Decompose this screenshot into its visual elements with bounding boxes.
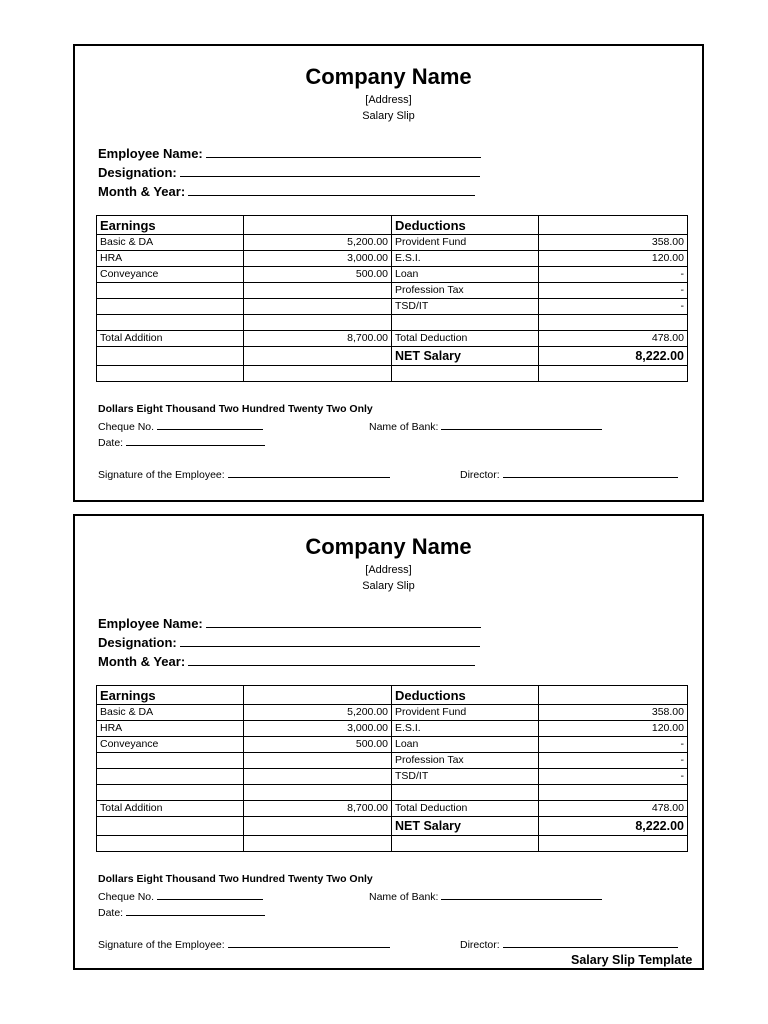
- cheque-no-field: [98, 889, 263, 903]
- deduction-label: [392, 785, 539, 801]
- director-label: Director:: [460, 469, 500, 481]
- earning-label: Basic & DA: [97, 235, 244, 251]
- employee-signature-label: Signature of the Employee:: [98, 939, 225, 951]
- earning-label: [97, 769, 244, 785]
- designation-line: [180, 634, 480, 647]
- net-salary-row: [97, 347, 688, 366]
- designation-label: Designation:: [98, 165, 177, 180]
- deduction-amount: 120.00: [539, 721, 688, 737]
- earning-label: [97, 315, 244, 331]
- cheque-no-line: [157, 889, 263, 900]
- totals-row: [97, 801, 688, 817]
- month-year-field: [98, 183, 475, 199]
- director-label: Director:: [460, 939, 500, 951]
- employee-signature-field: [98, 937, 390, 951]
- employee-signature-line: [228, 467, 390, 478]
- pay-table: [96, 685, 688, 852]
- month-year-label: Month & Year:: [98, 184, 186, 199]
- deduction-amount: -: [539, 283, 688, 299]
- month-year-label: Month & Year:: [98, 654, 186, 669]
- net-salary-value: 8,222.00: [539, 347, 688, 366]
- company-name: Company Name: [305, 64, 472, 89]
- net-salary-row: [97, 817, 688, 836]
- designation-line: [180, 164, 480, 177]
- bank-name-field: [369, 419, 602, 433]
- table-row: [97, 769, 688, 785]
- deduction-amount: -: [539, 737, 688, 753]
- director-signature-field: [460, 937, 678, 951]
- employee-name-field: [98, 145, 481, 161]
- deduction-amount: [539, 785, 688, 801]
- total-deduction-label: Total Deduction: [392, 331, 539, 347]
- salary-slip-2: [73, 514, 704, 970]
- earnings-header: Earnings: [97, 216, 244, 235]
- table-header-row: [97, 686, 688, 705]
- deduction-amount: 358.00: [539, 705, 688, 721]
- earning-label: HRA: [97, 721, 244, 737]
- employee-signature-field: [98, 467, 390, 481]
- deduction-amount: -: [539, 299, 688, 315]
- earning-label: [97, 283, 244, 299]
- table-row: [97, 785, 688, 801]
- employee-name-label: Employee Name:: [98, 616, 203, 631]
- cheque-no-field: [98, 419, 263, 433]
- deduction-amount: [539, 315, 688, 331]
- table-row: [97, 315, 688, 331]
- date-field: [98, 435, 265, 449]
- earning-amount: 5,200.00: [244, 705, 392, 721]
- employee-signature-line: [228, 937, 390, 948]
- earning-amount: [244, 785, 392, 801]
- cheque-no-label: Cheque No.: [98, 421, 155, 433]
- earning-amount: 3,000.00: [244, 251, 392, 267]
- net-salary-label: NET Salary: [392, 347, 539, 366]
- company-address: [Address]: [365, 564, 412, 576]
- deduction-label: Provident Fund: [392, 235, 539, 251]
- date-label: Date:: [98, 437, 124, 449]
- table-row: [97, 753, 688, 769]
- designation-field: [98, 164, 480, 180]
- table-row: [97, 737, 688, 753]
- earning-label: Basic & DA: [97, 705, 244, 721]
- bank-name-label: Name of Bank:: [369, 421, 439, 433]
- table-row: [97, 721, 688, 737]
- employee-signature-label: Signature of the Employee:: [98, 469, 225, 481]
- month-year-line: [188, 653, 475, 666]
- designation-field: [98, 634, 480, 650]
- bank-name-line: [441, 419, 602, 430]
- total-addition-value: 8,700.00: [244, 801, 392, 817]
- table-row: [97, 235, 688, 251]
- total-deduction-value: 478.00: [539, 801, 688, 817]
- table-row: [97, 251, 688, 267]
- cheque-no-line: [157, 419, 263, 430]
- company-name: Company Name: [305, 534, 472, 559]
- earning-amount: [244, 753, 392, 769]
- salary-slip-1: [73, 44, 704, 502]
- deduction-label: Profession Tax: [392, 283, 539, 299]
- deduction-amount: -: [539, 769, 688, 785]
- director-signature-field: [460, 467, 678, 481]
- bank-name-label: Name of Bank:: [369, 891, 439, 903]
- table-row: [97, 366, 688, 382]
- table-header-row: [97, 216, 688, 235]
- employee-name-label: Employee Name:: [98, 146, 203, 161]
- cheque-no-label: Cheque No.: [98, 891, 155, 903]
- total-addition-value: 8,700.00: [244, 331, 392, 347]
- deduction-label: Loan: [392, 267, 539, 283]
- net-salary-value: 8,222.00: [539, 817, 688, 836]
- deduction-amount: 120.00: [539, 251, 688, 267]
- deduction-label: Profession Tax: [392, 753, 539, 769]
- earning-label: Conveyance: [97, 737, 244, 753]
- net-salary-label: NET Salary: [392, 817, 539, 836]
- designation-label: Designation:: [98, 635, 177, 650]
- earning-label: [97, 299, 244, 315]
- deductions-header: Deductions: [392, 686, 539, 705]
- slip-title: Salary Slip: [362, 110, 415, 122]
- director-signature-line: [503, 937, 678, 948]
- earning-label: HRA: [97, 251, 244, 267]
- earning-amount: 500.00: [244, 267, 392, 283]
- earning-amount: 3,000.00: [244, 721, 392, 737]
- deduction-amount: -: [539, 753, 688, 769]
- deduction-label: E.S.I.: [392, 721, 539, 737]
- bank-name-field: [369, 889, 602, 903]
- month-year-line: [188, 183, 475, 196]
- deductions-header: Deductions: [392, 216, 539, 235]
- date-line: [126, 905, 265, 916]
- deduction-amount: 358.00: [539, 235, 688, 251]
- totals-row: [97, 331, 688, 347]
- month-year-field: [98, 653, 475, 669]
- employee-name-line: [206, 615, 481, 628]
- table-row: [97, 836, 688, 852]
- total-addition-label: Total Addition: [97, 801, 244, 817]
- template-footer-title: Salary Slip Template: [571, 953, 693, 967]
- deduction-label: TSD/IT: [392, 299, 539, 315]
- date-field: [98, 905, 265, 919]
- pay-table: [96, 215, 688, 382]
- earning-amount: [244, 769, 392, 785]
- deduction-label: Loan: [392, 737, 539, 753]
- total-deduction-value: 478.00: [539, 331, 688, 347]
- earning-amount: [244, 299, 392, 315]
- total-addition-label: Total Addition: [97, 331, 244, 347]
- company-address: [Address]: [365, 94, 412, 106]
- table-row: [97, 267, 688, 283]
- deduction-label: Provident Fund: [392, 705, 539, 721]
- earning-label: [97, 785, 244, 801]
- earning-label: [97, 753, 244, 769]
- total-deduction-label: Total Deduction: [392, 801, 539, 817]
- slip-title: Salary Slip: [362, 580, 415, 592]
- earnings-header: Earnings: [97, 686, 244, 705]
- earning-amount: 5,200.00: [244, 235, 392, 251]
- table-row: [97, 299, 688, 315]
- employee-name-line: [206, 145, 481, 158]
- earning-label: Conveyance: [97, 267, 244, 283]
- date-label: Date:: [98, 907, 124, 919]
- director-signature-line: [503, 467, 678, 478]
- earning-amount: 500.00: [244, 737, 392, 753]
- deduction-label: E.S.I.: [392, 251, 539, 267]
- bank-name-line: [441, 889, 602, 900]
- table-row: [97, 705, 688, 721]
- earning-amount: [244, 283, 392, 299]
- table-row: [97, 283, 688, 299]
- deduction-label: [392, 315, 539, 331]
- deduction-label: TSD/IT: [392, 769, 539, 785]
- employee-name-field: [98, 615, 481, 631]
- earning-amount: [244, 315, 392, 331]
- date-line: [126, 435, 265, 446]
- amount-in-words: Dollars Eight Thousand Two Hundred Twenty Two Only: [98, 403, 373, 415]
- amount-in-words: Dollars Eight Thousand Two Hundred Twenty Two Only: [98, 873, 373, 885]
- deduction-amount: -: [539, 267, 688, 283]
